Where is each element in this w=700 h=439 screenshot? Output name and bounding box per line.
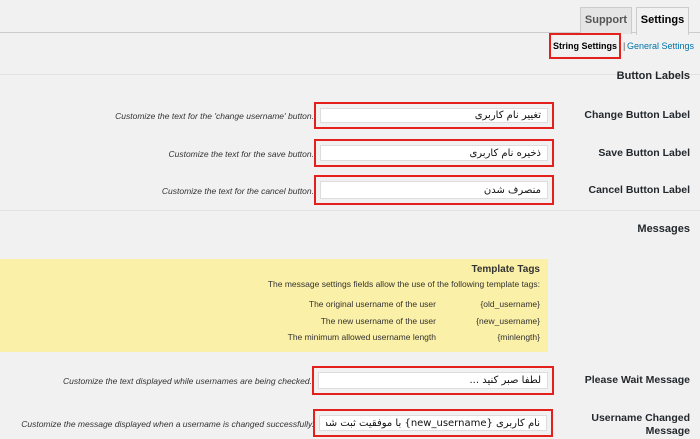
tab-bar	[0, 0, 700, 33]
section-heading-button-labels: Button Labels	[616, 70, 690, 82]
section-heading-messages: Messages	[637, 223, 690, 235]
cancel-button-highlight	[314, 175, 554, 205]
username-changed-message-input[interactable]	[319, 415, 547, 431]
tab-settings[interactable]: Settings	[636, 7, 689, 35]
username-changed-message-description: Customize the message displayed when a username is changed successfully.	[21, 419, 314, 429]
tab-support[interactable]: Support	[580, 7, 632, 34]
template-tag-row	[0, 332, 548, 346]
template-tag-description: The minimum allowed username length	[287, 332, 436, 342]
please-wait-message-input[interactable]	[318, 372, 548, 389]
section-divider	[0, 210, 700, 211]
change-button-label-title: Change Button Label	[584, 109, 690, 121]
subnav-separator: |	[623, 41, 626, 51]
template-tag: {old_username}	[480, 299, 540, 309]
change-button-label-description: Customize the text for the 'change username' button.	[115, 111, 314, 121]
save-button-highlight	[314, 139, 554, 167]
save-button-label-title: Save Button Label	[598, 147, 690, 159]
save-button-label-description: Customize the text for the save button.	[168, 149, 314, 159]
please-wait-highlight	[312, 366, 554, 395]
username-changed-message-title: Username Changed Message	[591, 412, 690, 437]
cancel-button-label-input[interactable]	[320, 181, 548, 199]
template-tags-intro: The message settings fields allow the use of the following template tags:	[267, 279, 540, 289]
save-button-label-input[interactable]	[320, 145, 548, 161]
section-divider	[0, 74, 700, 75]
change-button-highlight	[314, 102, 554, 129]
template-tags-notice	[0, 259, 548, 352]
template-tag-description: The new username of the user	[320, 316, 436, 326]
cancel-button-label-title: Cancel Button Label	[588, 184, 690, 196]
change-button-label-input[interactable]	[320, 108, 548, 123]
general-settings-link[interactable]: General Settings	[627, 41, 695, 51]
template-tag: {new_username}	[476, 316, 540, 326]
template-tag: {minlength}	[497, 332, 540, 342]
please-wait-message-description: Customize the text displayed while usernames are being checked.	[63, 376, 312, 386]
string-settings-link[interactable]: String Settings	[549, 33, 621, 59]
template-tag-row	[0, 299, 548, 313]
cancel-button-label-description: Customize the text for the cancel button.	[161, 186, 314, 196]
username-changed-highlight	[313, 409, 553, 437]
template-tag-description: The original username of the user	[308, 299, 436, 309]
template-tag-row	[0, 316, 548, 330]
please-wait-message-title: Please Wait Message	[584, 374, 690, 386]
template-tags-title: Template Tags	[471, 264, 540, 275]
